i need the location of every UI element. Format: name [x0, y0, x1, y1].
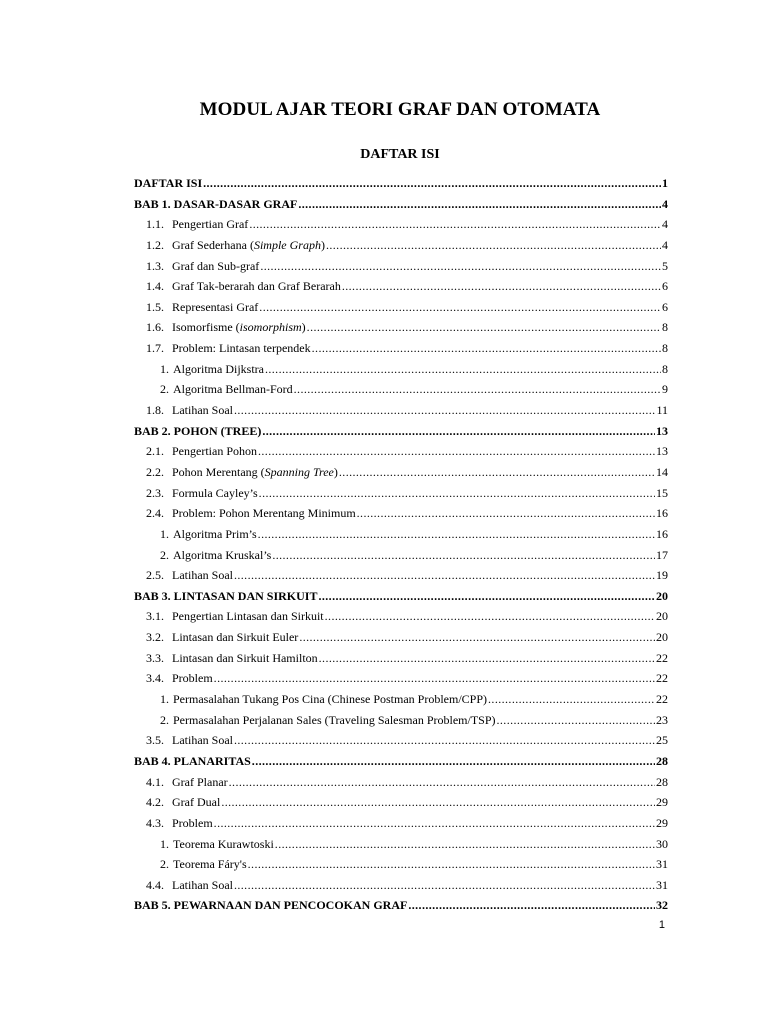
- toc-leader-dots: [339, 462, 655, 483]
- toc-entry-page: 5: [662, 258, 668, 273]
- toc-entry-title: [172, 462, 338, 483]
- toc-entry-title: [172, 772, 228, 793]
- toc-entry[interactable]: [134, 565, 668, 586]
- toc-entry-title: [172, 875, 233, 896]
- toc-entry-title-text: Pengertian Graf: [172, 217, 249, 232]
- toc-entry-number: 1.3.: [146, 258, 164, 273]
- page-number: 1: [658, 919, 665, 931]
- toc-entry-title-text: BAB 3. LINTASAN DAN SIRKUIT: [134, 588, 318, 603]
- toc-entry-title: [172, 317, 306, 338]
- toc-entry-title: [134, 586, 317, 607]
- toc-entry[interactable]: [134, 441, 668, 462]
- toc-leader-dots: [275, 834, 655, 855]
- toc-entry-page: 15: [656, 485, 668, 500]
- toc-heading: DAFTAR ISI: [360, 147, 440, 162]
- toc-entry-title: [172, 565, 233, 586]
- toc-entry-number: 2.1.: [146, 444, 164, 459]
- toc-entry-title: [172, 214, 248, 235]
- toc-entry-title: [172, 730, 233, 751]
- toc-entry-number: 1.: [160, 361, 169, 376]
- toc-leader-dots: [357, 503, 655, 524]
- toc-entry-page: 16: [656, 506, 668, 521]
- toc-entry-title: [172, 297, 258, 318]
- toc-leader-dots: [214, 668, 655, 689]
- toc-leader-dots: [252, 751, 655, 772]
- toc-entry-title: [134, 895, 407, 916]
- toc-entry-title: [173, 854, 247, 875]
- toc-entry-number: 2.: [160, 547, 169, 562]
- toc-leader-dots: [294, 379, 661, 400]
- toc-entry[interactable]: [134, 854, 668, 875]
- toc-leader-dots: [408, 895, 655, 916]
- toc-leader-dots: [221, 792, 655, 813]
- toc-entry-page: 14: [656, 464, 668, 479]
- toc-entry-title: [172, 483, 258, 504]
- toc-leader-dots: [258, 524, 655, 545]
- toc-leader-dots: [318, 586, 655, 607]
- toc-entry-page: 9: [662, 382, 668, 397]
- toc-entry-title-text: Pengertian Pohon: [172, 444, 257, 459]
- toc-entry[interactable]: [134, 235, 668, 256]
- toc-leader-dots: [325, 606, 655, 627]
- toc-entry-page: 11: [656, 403, 668, 418]
- toc-entry-page: 31: [656, 857, 668, 872]
- toc-entry-title-text: Permasalahan Perjalanan Sales (Traveling Salesman Problem/TSP): [173, 712, 496, 727]
- toc-entry-page: 8: [662, 341, 668, 356]
- toc-entry-number: 2.3.: [146, 485, 164, 500]
- toc-entry-title-italic: isomorphism: [239, 320, 302, 335]
- toc-entry-title-text: Lintasan dan Sirkuit Hamilton: [172, 650, 318, 665]
- toc-entry-title-text: Problem: [172, 671, 213, 686]
- toc-entry-title: [172, 627, 298, 648]
- toc-entry-title-text: Pengertian Lintasan dan Sirkuit: [172, 609, 324, 624]
- toc-entry-page: 28: [656, 753, 668, 768]
- toc-leader-dots: [248, 854, 655, 875]
- toc-entry-title: [172, 606, 324, 627]
- toc-entry-title-italic: Simple Graph: [253, 237, 321, 252]
- toc-entry[interactable]: [134, 751, 668, 772]
- toc-entry-title: [134, 194, 297, 215]
- toc-entry-title-text: Teorema Kurawtoski: [173, 836, 274, 851]
- toc-entry[interactable]: [134, 792, 668, 813]
- toc-entry-title: [172, 256, 259, 277]
- toc-entry-title-text: Latihan Soal: [172, 877, 233, 892]
- toc-entry-page: 1: [662, 176, 668, 190]
- toc-leader-dots: [342, 276, 661, 297]
- toc-entry-number: 1.: [160, 692, 169, 707]
- toc-entry-page: 19: [656, 568, 668, 583]
- toc-entry[interactable]: [134, 710, 668, 731]
- toc-entry[interactable]: [134, 813, 668, 834]
- toc-entry-title-text: BAB 5. PEWARNAAN DAN PENCOCOKAN GRAF: [134, 898, 408, 913]
- toc-entry-page: 23: [656, 712, 668, 727]
- toc-entry-page: 29: [656, 795, 668, 810]
- toc-entry-number: 4.1.: [146, 774, 164, 789]
- toc-entry-number: 3.2.: [146, 630, 164, 645]
- toc-entry-title: [134, 751, 251, 772]
- toc-entry[interactable]: [134, 317, 668, 338]
- toc-entry-page: 22: [656, 650, 668, 665]
- toc-entry-page: 22: [656, 692, 668, 707]
- toc-entry[interactable]: [134, 545, 668, 566]
- toc-entry[interactable]: [134, 730, 668, 751]
- toc-entry[interactable]: [134, 214, 668, 235]
- toc-entry-page: 20: [656, 588, 668, 603]
- toc-entry-title-text: Pohon Merentang (: [172, 464, 265, 479]
- toc-entry-title-text: Graf Dual: [172, 795, 221, 810]
- toc-leader-dots: [259, 297, 661, 318]
- toc-entry-title-text: Graf Planar: [172, 774, 228, 789]
- toc-entry-number: 1.6.: [146, 320, 164, 335]
- toc-entry[interactable]: [134, 834, 668, 855]
- toc-entry-title-text: BAB 2. POHON (TREE): [134, 423, 262, 438]
- toc-entry-title-text: Formula Cayley’s: [172, 485, 258, 500]
- toc-entry-number: 1.: [160, 526, 169, 541]
- toc-leader-dots: [265, 359, 661, 380]
- toc-entry-title: [134, 173, 202, 194]
- toc-entry[interactable]: [134, 586, 668, 607]
- toc-entry-number: 4.3.: [146, 815, 164, 830]
- toc-entry-title: [172, 441, 257, 462]
- toc-entry-title: [173, 545, 271, 566]
- toc-entry-page: 32: [656, 898, 668, 913]
- toc-entry-page: 29: [656, 815, 668, 830]
- toc-entry-title-text: BAB 1. DASAR-DASAR GRAF: [134, 196, 298, 211]
- toc-leader-dots: [326, 235, 661, 256]
- toc-entry-title: [172, 338, 311, 359]
- toc-entry-title: [173, 834, 274, 855]
- toc-entry[interactable]: [134, 648, 668, 669]
- toc-entry-number: 2.: [160, 712, 169, 727]
- toc-entry-number: 1.1.: [146, 217, 164, 232]
- toc-leader-dots: [319, 648, 655, 669]
- toc-leader-dots: [234, 400, 655, 421]
- toc-leader-dots: [259, 483, 655, 504]
- toc-entry-page: 25: [656, 733, 668, 748]
- toc-entry-title-text: Algoritma Kruskal’s: [173, 547, 272, 562]
- toc-entry[interactable]: [134, 627, 668, 648]
- toc-entry-page: 6: [662, 299, 668, 314]
- toc-entry[interactable]: [134, 276, 668, 297]
- toc-entry-page: 20: [656, 609, 668, 624]
- toc-entry-title-text: Problem: Pohon Merentang Minimum: [172, 506, 356, 521]
- toc-entry-title-text: BAB 4. PLANARITAS: [134, 753, 251, 768]
- toc-entry-number: 3.3.: [146, 650, 164, 665]
- toc-leader-dots: [272, 545, 655, 566]
- toc-entry[interactable]: [134, 503, 668, 524]
- toc-entry-page: 8: [662, 361, 668, 376]
- toc-entry-page: 13: [656, 444, 668, 459]
- toc-leader-dots: [488, 689, 655, 710]
- toc-entry-number: 2.: [160, 857, 169, 872]
- toc-entry-title: [172, 235, 325, 256]
- toc-entry-title-text: Latihan Soal: [172, 733, 233, 748]
- toc-entry-page: 28: [656, 774, 668, 789]
- toc-entry-title-text: Problem: [172, 815, 213, 830]
- toc-entry-number: 1.2.: [146, 237, 164, 252]
- toc-entry-title: [173, 710, 496, 731]
- toc-entry-title-suffix: ): [301, 320, 306, 335]
- toc-leader-dots: [249, 214, 661, 235]
- toc-entry-page: 13: [656, 423, 668, 438]
- toc-entry-title-text: Algoritma Prim’s: [173, 526, 257, 541]
- toc-entry-title: [173, 689, 487, 710]
- toc-entry-page: 6: [662, 279, 668, 294]
- toc-entry-number: 3.1.: [146, 609, 164, 624]
- toc-entry-number: 2.: [160, 382, 169, 397]
- toc-entry-number: 1.8.: [146, 403, 164, 418]
- toc-entry-page: 17: [656, 547, 668, 562]
- toc-leader-dots: [234, 565, 655, 586]
- toc-entry-number: 1.5.: [146, 299, 164, 314]
- toc-leader-dots: [260, 256, 661, 277]
- toc-entry[interactable]: [134, 256, 668, 277]
- toc-leader-dots: [299, 627, 655, 648]
- toc-entry-page: 31: [656, 877, 668, 892]
- toc-entry[interactable]: [134, 606, 668, 627]
- toc-leader-dots: [262, 421, 655, 442]
- toc-entry[interactable]: [134, 359, 668, 380]
- toc-entry-title-text: Graf Sederhana (: [172, 237, 254, 252]
- toc-entry[interactable]: [134, 689, 668, 710]
- toc-entry-number: 4.4.: [146, 877, 164, 892]
- toc-entry-title-text: DAFTAR ISI: [134, 176, 203, 190]
- toc-entry-page: 16: [656, 526, 668, 541]
- toc-entry[interactable]: [134, 338, 668, 359]
- table-of-contents: [134, 173, 668, 916]
- toc-entry-number: 2.5.: [146, 568, 164, 583]
- toc-entry-title-text: Teorema Fáry's: [173, 857, 247, 872]
- toc-entry-number: 1.7.: [146, 341, 164, 356]
- toc-entry-page: 8: [662, 320, 668, 335]
- toc-entry[interactable]: [134, 524, 668, 545]
- toc-entry-title: [172, 648, 318, 669]
- toc-entry[interactable]: [134, 875, 668, 896]
- toc-entry-page: 4: [662, 196, 668, 211]
- toc-entry[interactable]: [134, 297, 668, 318]
- toc-entry-title-text: Permasalahan Tukang Pos Cina (Chinese Postman Problem/CPP): [173, 692, 488, 707]
- toc-leader-dots: [203, 173, 661, 194]
- toc-entry-page: 30: [656, 836, 668, 851]
- toc-entry[interactable]: [134, 379, 668, 400]
- toc-entry-number: 4.2.: [146, 795, 164, 810]
- toc-entry-page: 22: [656, 671, 668, 686]
- toc-entry-title-text: Latihan Soal: [172, 568, 233, 583]
- toc-entry-title: [172, 813, 213, 834]
- toc-entry-number: 2.4.: [146, 506, 164, 521]
- document-title: MODUL AJAR TEORI GRAF DAN OTOMATA: [199, 99, 601, 120]
- toc-entry[interactable]: [134, 400, 668, 421]
- toc-entry-title: [173, 359, 264, 380]
- toc-leader-dots: [214, 813, 655, 834]
- toc-entry-page: 4: [662, 237, 668, 252]
- toc-leader-dots: [312, 338, 661, 359]
- toc-entry-title: [173, 379, 293, 400]
- toc-entry-title: [172, 668, 213, 689]
- toc-entry-title: [134, 421, 261, 442]
- toc-leader-dots: [229, 772, 655, 793]
- toc-entry-title-text: Lintasan dan Sirkuit Euler: [172, 630, 299, 645]
- toc-entry-title-italic: Spanning Tree: [264, 464, 334, 479]
- toc-entry-title-text: Problem: Lintasan terpendek: [172, 341, 311, 356]
- toc-entry-title-text: Isomorfisme (: [172, 320, 240, 335]
- toc-entry[interactable]: [134, 421, 668, 442]
- toc-entry[interactable]: [134, 462, 668, 483]
- toc-entry-title-text: Latihan Soal: [172, 403, 233, 418]
- toc-entry-title-text: Algoritma Bellman-Ford: [173, 382, 293, 397]
- toc-entry[interactable]: [134, 895, 668, 916]
- toc-entry-number: 2.2.: [146, 464, 164, 479]
- toc-entry[interactable]: [134, 173, 668, 194]
- toc-leader-dots: [234, 730, 655, 751]
- toc-entry-title: [172, 276, 341, 297]
- toc-entry-number: 1.: [160, 836, 169, 851]
- toc-entry-number: 3.5.: [146, 733, 164, 748]
- toc-entry-title-suffix: ): [333, 464, 338, 479]
- toc-entry-title: [172, 503, 356, 524]
- toc-entry-title: [173, 524, 257, 545]
- toc-entry-title-text: Graf dan Sub-graf: [172, 258, 260, 273]
- toc-entry-number: 3.4.: [146, 671, 164, 686]
- toc-entry-title: [172, 792, 220, 813]
- toc-entry-title-suffix: ): [320, 237, 325, 252]
- toc-leader-dots: [234, 875, 655, 896]
- toc-entry[interactable]: [134, 194, 668, 215]
- toc-entry-title: [172, 400, 233, 421]
- toc-leader-dots: [497, 710, 656, 731]
- toc-entry-title-text: Representasi Graf: [172, 299, 259, 314]
- toc-entry-page: 4: [662, 217, 668, 232]
- toc-entry-page: 20: [656, 630, 668, 645]
- toc-entry-title-text: Graf Tak-berarah dan Graf Berarah: [172, 279, 341, 294]
- toc-leader-dots: [298, 194, 661, 215]
- toc-leader-dots: [307, 317, 661, 338]
- toc-entry[interactable]: [134, 668, 668, 689]
- toc-entry-number: 1.4.: [146, 279, 164, 294]
- toc-entry[interactable]: [134, 772, 668, 793]
- toc-entry[interactable]: [134, 483, 668, 504]
- toc-entry-title-text: Algoritma Dijkstra: [173, 361, 264, 376]
- toc-leader-dots: [258, 441, 655, 462]
